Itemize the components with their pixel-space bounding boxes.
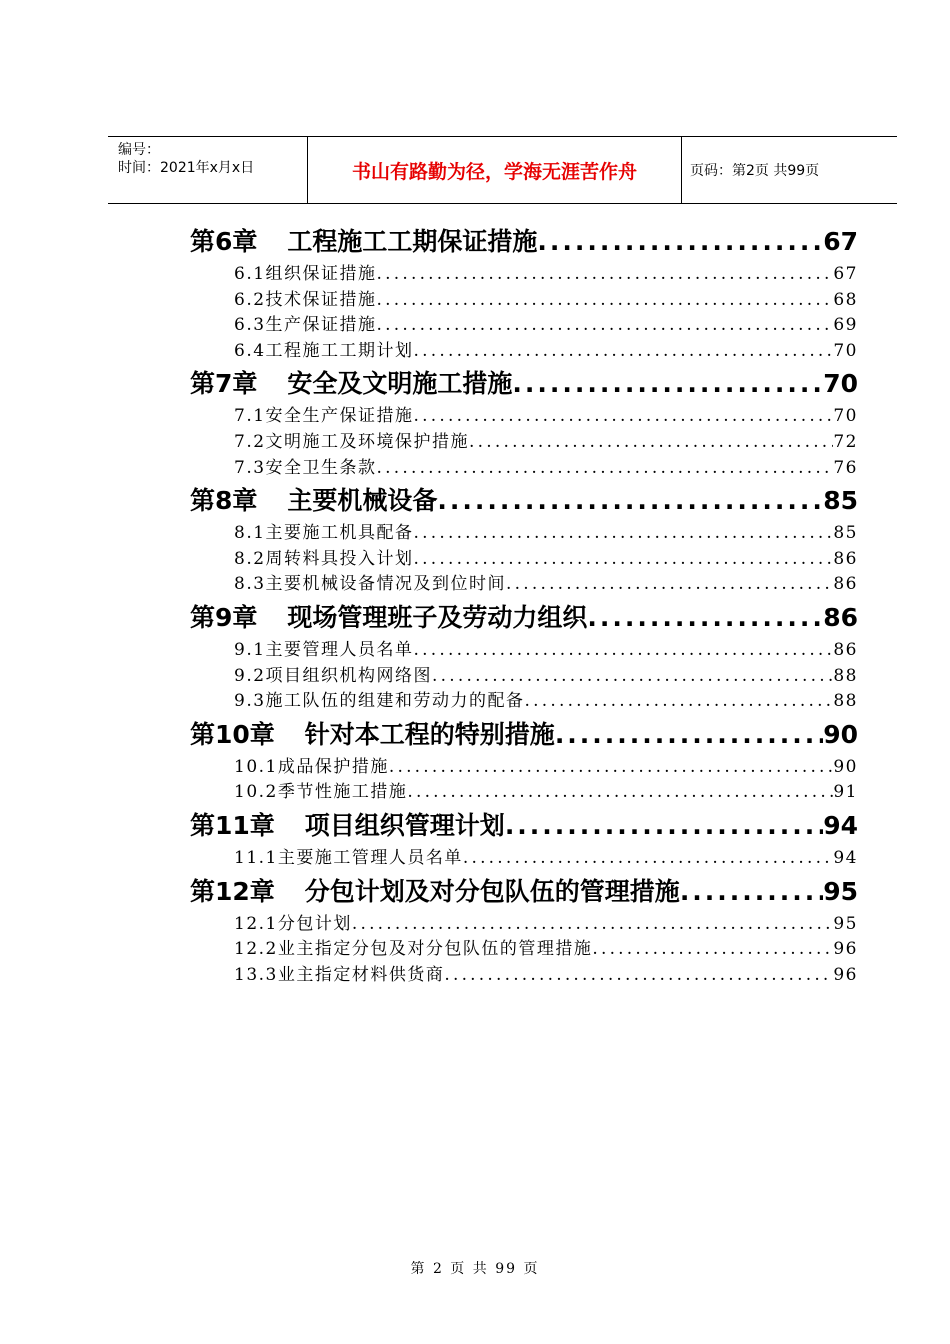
toc-page-number: 68 [833,289,858,310]
toc-page-number: 88 [833,691,858,712]
toc-entry-title: 8.1主要施工机具配备 [234,523,414,544]
toc-chapter-entry[interactable] [190,872,858,912]
toc-chapter-number: 第10章 [190,719,275,749]
toc-leader-dots [469,430,833,456]
table-of-contents [190,222,858,988]
toc-section-entry[interactable] [190,339,858,365]
toc-leader-dots [444,963,833,989]
toc-leader-dots [389,755,834,781]
toc-section-entry[interactable] [190,755,858,781]
toc-page-number: 72 [833,431,858,452]
toc-leader-dots [377,262,834,288]
toc-leader-dots [512,364,823,404]
toc-section-entry[interactable] [190,912,858,938]
toc-page-number: 90 [823,719,858,749]
toc-entry-title: 6.4工程施工工期计划 [234,340,414,361]
toc-section-entry[interactable] [190,456,858,482]
toc-entry-title: 安全及文明施工措施 [287,369,513,399]
toc-entry-title: 12.1分包计划 [234,913,352,934]
toc-page-number: 86 [833,639,858,660]
toc-entry-title: 10.1成品保护措施 [234,756,389,777]
toc-entry-title: 11.1主要施工管理人员名单 [234,847,463,868]
toc-page-number: 88 [833,665,858,686]
toc-entry-title: 项目组织管理计划 [304,810,505,840]
toc-entry-title: 9.1主要管理人员名单 [234,639,414,660]
toc-entry-title: 13.3业主指定材料供货商 [234,964,445,985]
toc-section-entry[interactable] [190,521,858,547]
toc-section-entry[interactable] [190,780,858,806]
toc-section-entry[interactable] [190,572,858,598]
toc-section-entry[interactable] [190,430,858,456]
toc-section-entry[interactable] [190,313,858,339]
toc-entry-title: 9.3施工队伍的组建和劳动力的配备 [234,691,525,712]
toc-page-number: 94 [833,847,858,868]
toc-leader-dots [432,664,833,690]
toc-entry-title: 8.2周转料具投入计划 [234,548,414,569]
toc-section-entry[interactable] [190,288,858,314]
document-number-label: 编号： [118,142,160,158]
toc-section-entry[interactable] [190,846,858,872]
toc-entry-title: 工程施工工期保证措施 [287,227,538,256]
toc-entry-title: 6.2技术保证措施 [234,289,377,310]
toc-entry-title: 7.1安全生产保证措施 [234,406,414,427]
toc-leader-dots [377,456,834,482]
toc-entry-title: 9.2项目组织机构网络图 [234,665,433,686]
toc-section-entry[interactable] [190,689,858,715]
header-info-cell [108,137,308,203]
toc-chapter-number: 第9章 [190,602,258,632]
toc-leader-dots [414,404,834,430]
toc-leader-dots [407,780,833,806]
toc-section-entry[interactable] [190,664,858,690]
toc-leader-dots [680,872,823,912]
toc-page-number: 70 [833,406,858,427]
toc-leader-dots [414,521,834,547]
toc-leader-dots [587,598,823,638]
toc-chapter-number: 第11章 [190,810,275,840]
toc-page-number: 69 [833,315,858,336]
toc-leader-dots [377,288,834,314]
toc-page-number: 85 [823,486,858,516]
toc-page-number: 96 [833,939,858,960]
toc-page-number: 90 [833,756,858,777]
toc-entry-title: 主要机械设备 [287,486,438,516]
toc-entry-title: 现场管理班子及劳动力组织 [287,602,588,632]
toc-leader-dots [414,339,834,365]
toc-page-number: 91 [833,782,858,803]
toc-entry-title: 7.2文明施工及环境保护措施 [234,431,470,452]
toc-leader-dots [352,912,834,938]
toc-page-number: 76 [833,457,858,478]
toc-chapter-entry[interactable] [190,806,858,846]
toc-entry-title: 6.1组织保证措施 [234,264,377,284]
toc-chapter-number: 第6章 [190,227,258,256]
toc-section-entry[interactable] [190,404,858,430]
toc-entry-title: 10.2季节性施工措施 [234,782,408,803]
toc-leader-dots [555,715,823,755]
toc-chapter-entry[interactable] [190,481,858,521]
toc-leader-dots [592,937,833,963]
toc-chapter-entry[interactable] [190,598,858,638]
toc-page-number: 70 [823,369,858,399]
toc-leader-dots [506,572,833,598]
toc-leader-dots [525,689,834,715]
toc-leader-dots [537,222,823,262]
header-motto: 书山有路勤为径，学海无涯苦作舟 [308,137,682,203]
toc-leader-dots [414,547,834,573]
toc-page-number: 85 [833,523,858,544]
toc-leader-dots [437,481,823,521]
toc-entry-title: 6.3生产保证措施 [234,315,377,336]
toc-section-entry[interactable] [190,638,858,664]
header-page-info: 页码：第2页 共99页 [690,163,820,179]
toc-chapter-number: 第12章 [190,876,275,906]
toc-page-number: 86 [833,548,858,569]
toc-chapter-entry[interactable] [190,364,858,404]
page-footer: 第 2 页 共 99 页 [410,1261,540,1277]
document-time-label: 时间：2021年x月x日 [118,160,255,176]
toc-page-number: 67 [833,264,858,284]
toc-page-number: 95 [823,876,858,906]
toc-leader-dots [463,846,834,872]
toc-leader-dots [377,313,834,339]
toc-page-number: 70 [833,340,858,361]
toc-page-number: 95 [833,913,858,934]
toc-entry-title: 8.3主要机械设备情况及到位时间 [234,574,507,595]
toc-chapter-number: 第8章 [190,486,258,516]
toc-leader-dots [505,806,823,846]
toc-entry-title: 12.2业主指定分包及对分包队伍的管理措施 [234,939,593,960]
toc-chapter-entry[interactable] [190,715,858,755]
toc-entry-title: 7.3安全卫生条款 [234,457,377,478]
toc-leader-dots [414,638,834,664]
toc-page-number: 96 [833,964,858,985]
toc-entry-title: 针对本工程的特别措施 [304,719,555,749]
page-header [108,136,897,204]
toc-page-number: 86 [823,602,858,632]
toc-page-number: 86 [833,574,858,595]
toc-chapter-number: 第7章 [190,369,258,399]
toc-entry-title: 分包计划及对分包队伍的管理措施 [304,876,680,906]
toc-chapter-entry[interactable] [190,222,858,262]
toc-section-entry[interactable] [190,963,858,989]
toc-section-entry[interactable] [190,547,858,573]
toc-section-entry[interactable] [190,262,858,288]
toc-section-entry[interactable] [190,937,858,963]
toc-page-number: 94 [823,810,858,840]
toc-page-number: 67 [823,227,858,256]
